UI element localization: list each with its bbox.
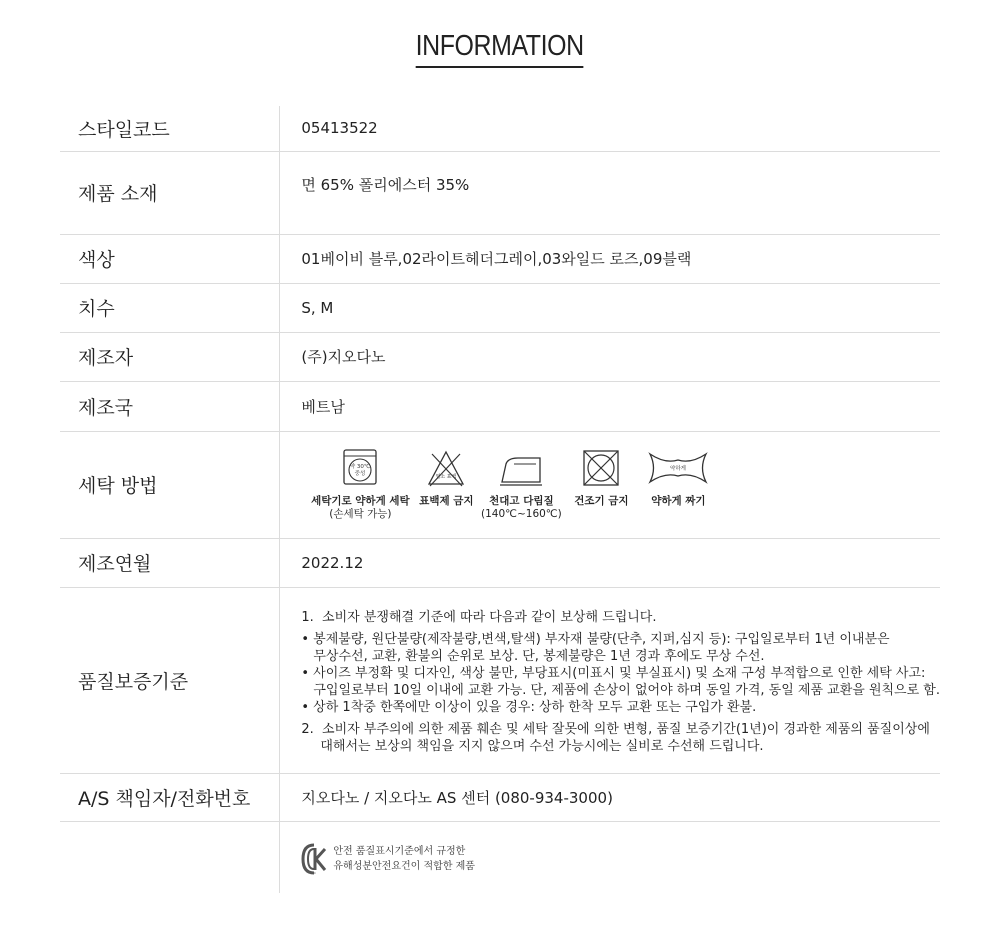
kc-certification bbox=[301, 839, 940, 875]
label-color: 색상 bbox=[60, 234, 280, 283]
value-kc bbox=[280, 821, 940, 893]
care-item-machine-wash bbox=[305, 448, 415, 521]
care-caption: 건조기 금지 bbox=[574, 495, 629, 507]
value-size: S, M bbox=[280, 283, 940, 332]
value-quality bbox=[280, 587, 940, 773]
care-caption-sub: (140℃~160℃) bbox=[481, 508, 562, 520]
label-size: 치수 bbox=[60, 283, 280, 332]
label-as-contact: A/S 책임자/전화번호 bbox=[60, 773, 280, 821]
care-item-no-bleach bbox=[415, 448, 477, 508]
title-text: INFORMATION bbox=[416, 30, 584, 68]
row-manufacturer bbox=[60, 332, 940, 381]
value-style-code: 05413522 bbox=[280, 106, 940, 151]
row-material bbox=[60, 151, 940, 234]
iron-icon bbox=[496, 448, 546, 488]
tub-text-1: 약 30℃ bbox=[350, 464, 371, 470]
value-color: 01베이비 블루,02라이트헤더그레이,03와일드 로즈,09블랙 bbox=[280, 234, 940, 283]
row-color bbox=[60, 234, 940, 283]
wash-tub-icon bbox=[340, 448, 380, 488]
label-country: 제조국 bbox=[60, 381, 280, 431]
label-manufacturer: 제조자 bbox=[60, 332, 280, 381]
care-symbols bbox=[301, 448, 940, 521]
section-title bbox=[0, 30, 1000, 68]
care-item-iron bbox=[477, 448, 565, 521]
care-caption: 세탁기로 약하게 세탁 bbox=[311, 495, 410, 507]
row-mfg-date bbox=[60, 538, 940, 587]
quality-text bbox=[301, 606, 940, 755]
value-mfg-date: 2022.12 bbox=[280, 538, 940, 587]
wring-icon bbox=[647, 448, 709, 488]
kc-line-2: 유해성분안전요건이 적합한 제품 bbox=[333, 861, 475, 873]
row-style-code bbox=[60, 106, 940, 151]
care-caption: 약하게 짜기 bbox=[651, 495, 706, 507]
label-wash: 세탁 방법 bbox=[60, 431, 280, 538]
quality-item-1: 1. 소비자 분쟁해결 기준에 따라 다음과 같이 보상해 드립니다. bbox=[301, 609, 657, 625]
value-manufacturer: (주)지오다노 bbox=[280, 332, 940, 381]
quality-bullet-1-cont: 무상수선, 교환, 환불의 순위로 보상. 단, 봉제불량은 1년 경과 후에도 무상 수선. bbox=[313, 648, 765, 664]
kc-line-1: 안전 품질표시기준에서 규정한 bbox=[333, 846, 466, 858]
care-item-no-dryer bbox=[565, 448, 637, 508]
row-country bbox=[60, 381, 940, 431]
label-mfg-date: 제조연월 bbox=[60, 538, 280, 587]
care-caption-sub: (손세탁 가능) bbox=[329, 508, 392, 520]
value-as-contact: 지오다노 / 지오다노 AS 센터 (080-934-3000) bbox=[280, 773, 940, 821]
product-info-table bbox=[60, 106, 940, 893]
label-material: 제품 소재 bbox=[60, 151, 280, 234]
label-kc-empty bbox=[60, 821, 280, 893]
row-quality bbox=[60, 587, 940, 773]
kc-mark-text: KC bbox=[312, 871, 317, 876]
label-quality: 품질보증기준 bbox=[60, 587, 280, 773]
value-wash bbox=[280, 431, 940, 538]
care-item-gentle-wring bbox=[637, 448, 719, 508]
label-style-code: 스타일코드 bbox=[60, 106, 280, 151]
no-bleach-icon bbox=[426, 448, 466, 488]
row-wash bbox=[60, 431, 940, 538]
value-country: 베트남 bbox=[280, 381, 940, 431]
value-material: 면 65% 폴리에스터 35% bbox=[280, 151, 940, 234]
quality-item-2-cont: 대해서는 보상의 책임을 지지 않으며 수선 가능시에는 실비로 수선해 드립니다. bbox=[320, 738, 764, 754]
care-caption: 표백제 금지 bbox=[419, 495, 474, 507]
row-as-contact bbox=[60, 773, 940, 821]
wring-text: 약하게 bbox=[670, 466, 687, 472]
kc-mark-icon bbox=[301, 843, 327, 875]
quality-bullet-2-cont: 구입일로부터 10일 이내에 교환 가능. 단, 제품에 손상이 없어야 하며 동일 가격, 동일 제품 교환을 원칙으로 함. bbox=[313, 682, 940, 698]
quality-bullet-1: • 봉제불량, 원단불량(제작불량,변색,탈색) 부자재 불량(단추, 지퍼,심지 등): 구입일로부터 1년 이내분은 bbox=[301, 631, 890, 647]
tub-text-2: 중성 bbox=[355, 471, 366, 477]
kc-text bbox=[333, 844, 475, 874]
quality-bullet-3: • 상하 1착중 한쪽에만 이상이 있을 경우: 상하 한착 모두 교환 또는 구입가 환불. bbox=[301, 699, 757, 715]
quality-item-2: 2. 소비자 부주의에 의한 제품 훼손 및 세탁 잘못에 의한 변형, 품질 보증기간(1년)이 경과한 제품의 품질이상에 bbox=[301, 721, 930, 737]
care-caption: 천대고 다림질 bbox=[489, 495, 554, 507]
no-tumble-dry-icon bbox=[581, 448, 621, 488]
row-size bbox=[60, 283, 940, 332]
no-bleach-text: 염소 표백 bbox=[435, 474, 457, 480]
quality-bullet-2: • 사이즈 부정확 및 디자인, 색상 불만, 부당표시(미표시 및 부실표시) 및 소재 구성 부적합으로 인한 세탁 사고: bbox=[301, 665, 926, 681]
row-kc bbox=[60, 821, 940, 893]
